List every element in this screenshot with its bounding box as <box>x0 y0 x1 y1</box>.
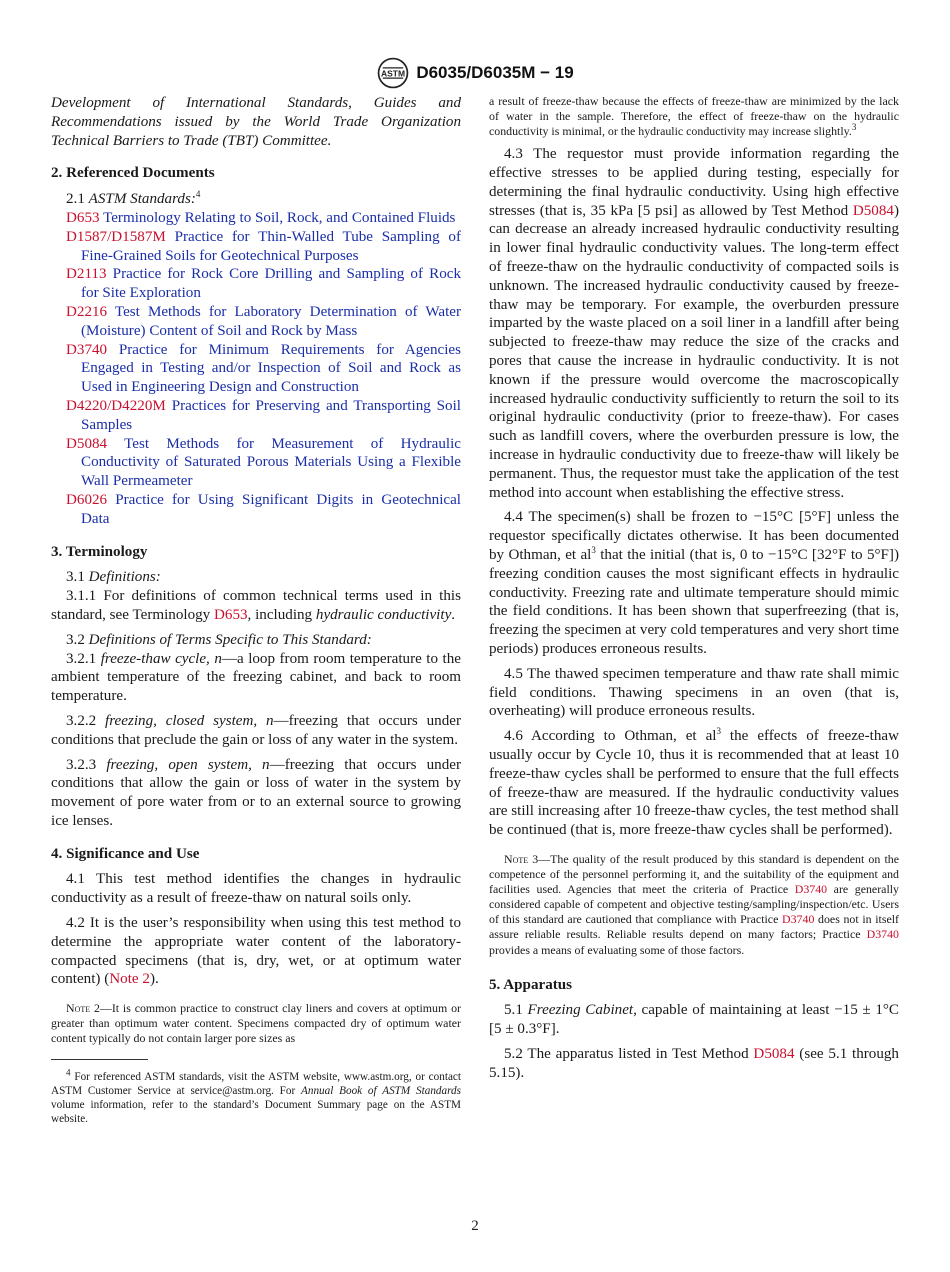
paragraph-4-4: 4.4 The specimen(s) shall be frozen to −15°C [5°F] unless the requestor specifically dictates otherwise. It has been documented by Othman, et $al^3$ that the initial (that is, 0 to −15°C [32°F to 5°F]) freezing condition causes the most significant effects in hydraulic conductivity. Freezing rate and ultimate temperature should mimic the field conditions. It has been shown that superfreezing (that is, freezing the specimen at very cold temperatures and very short time periods) produces erroneous results. <box>489 509 899 657</box>
astm-logo-icon <box>376 56 410 90</box>
ref-item[interactable]: D2216 Test Methods for Laboratory Determination of Water (Moisture) Content of Soil and Rock by Mass <box>66 303 461 339</box>
ref-link-d653[interactable]: D653 <box>214 606 248 623</box>
paragraph-4-5: 4.5 The thawed specimen temperature and thaw rate shall mimic field conditions. Thawing specimens in an oven (that is, overheating) will produce erroneous results. <box>489 665 899 720</box>
note-2: Note 2—It is common practice to construct clay liners and covers at optimum or greater than optimum water content. Specimens compacted dry of optimum water content typically do not contain larger pore sizes as <box>51 1001 461 1046</box>
ref-code-link[interactable]: D6026 <box>66 491 108 508</box>
ref-item[interactable]: D4220/D4220M Practices for Preserving and Transporting Soil Samples <box>66 397 461 433</box>
ref-code-link[interactable]: D4220/D4220M <box>66 397 166 414</box>
paragraph-5-2: 5.2 The apparatus listed in Test Method D5084 (see 5.1 through 5.15). <box>489 1046 899 1081</box>
note-3: Note 3—The quality of the result produced by this standard is dependent on the competence of the personnel performing it, and the suitability of the equipment and facilities used. Agencies that meet the criteria of Practice D3740 are generally considered capable of competent and objective testing/sampling/inspection/etc. Users of this standard are cautioned that compliance with Practice D3740 does not in itself assure reliable results. Reliable results depend on many factors; Practice D3740 provides a means of evaluating some of those factors. <box>489 851 900 957</box>
intro-paragraph: Development of International Standards, Guides and Recommendations issued by the World Trade Organization Technical Barriers to Trade (TBT) Committee. <box>51 95 461 149</box>
right-column <box>489 94 899 1083</box>
paragraph-3-2-3: 3.2.3 freezing, open system, n—freezing that occurs under conditions that allow the gain or loss of water in the system by movement of pore water from or to an external source to growing ice lenses. <box>51 756 462 829</box>
ref-item[interactable]: D3740 Practice for Minimum Requirements for Agencies Engaged in Testing and/or Inspection of Soil and Rock as Used in Engineering Design and Construction <box>66 341 461 396</box>
note-2-continued: a result of freeze-thaw because the effects of freeze-thaw are minimized by the lack of water in the sample. Therefore, the effect of freeze-thaw on the hydraulic conductivity is minimal, or the hydraulic conductivity may increase slightly.$^3$ <box>489 94 899 139</box>
page-header <box>0 56 950 95</box>
paragraph-3-2-1: 3.2.1 freeze-thaw cycle, n—a loop from room temperature to the ambient temperature of the freezing cabinet, and back to room temperature. <box>51 650 461 705</box>
section-4-heading: 4. Significance and Use <box>51 845 200 862</box>
svg-text:ASTM: ASTM <box>381 68 406 79</box>
paragraph-3-2: 3.2 Definitions of Terms Specific to This Standard: <box>66 631 372 648</box>
paragraph-5-1: 5.1 Freezing Cabinet, capable of maintaining at least −15 ± 1°C [5 ± 0.3°F]. <box>489 1002 900 1038</box>
page-number: 2 <box>471 1218 479 1234</box>
ref-code-link[interactable]: D1587/D1587M <box>66 228 166 245</box>
ref-link-d5084[interactable]: D5084 <box>852 202 894 219</box>
footnote-4: $^4$ For referenced ASTM standards, visit the ASTM website, www.astm.org, or contact ASTM Customer Service at service@astm.org. For Annual Book of ASTM Standards volume information, refer to the standard’s Document Summary page on the ASTM website. <box>51 1066 461 1126</box>
ref-link-d3740[interactable]: D3740 <box>782 912 815 927</box>
ref-link-d3740[interactable]: D3740 <box>866 927 899 942</box>
ref-code-link[interactable]: D2216 <box>66 303 108 320</box>
paragraph-3-2-2: 3.2.2 freezing, closed system, n—freezing that occurs under conditions that preclude the gain or loss of any water in the system. <box>51 712 462 748</box>
ref-code-link[interactable]: D5084 <box>66 435 108 452</box>
paragraph-4-6: 4.6 According to Othman, et $al^3$ the effects of freeze-thaw usually occur by Cycle 10, thus it is recommended that at least 10 freeze-thaw cycles shall be performed to ensure that the full effects of freeze-thaw are measured. If the hydraulic conductivity values are still increasing after 10 freeze-thaw cycles, the test method shall be continued (that is, more freeze-thaw cycles shall be performed). <box>489 726 899 839</box>
section-2-heading: 2. Referenced Documents <box>51 165 215 182</box>
ref-item[interactable]: D5084 Test Methods for Measurement of Hydraulic Conductivity of Saturated Porous Materials Using a Flexible Wall Permeameter <box>66 435 461 490</box>
section-5-heading: 5. Apparatus <box>489 976 573 993</box>
document-id: D6035/D6035M − 19 <box>416 63 574 82</box>
ref-code-link[interactable]: D2113 <box>66 266 107 283</box>
paragraph-4-2: 4.2 It is the user’s responsibility when using this test method to determine the appropriate water content of the laboratory-compacted specimens (that is, dry, wet, or at optimum water content) (Note 2). <box>51 915 461 988</box>
ref-code-link[interactable]: D653 <box>66 209 100 226</box>
ref-link-d3740[interactable]: D3740 <box>794 882 828 897</box>
ref-item[interactable]: D6026 Practice for Using Significant Digits in Geotechnical Data <box>66 491 461 527</box>
paragraph-3-1: 3.1 Definitions: <box>66 569 161 586</box>
left-column <box>51 94 461 1127</box>
footnote-divider <box>51 1059 148 1060</box>
note-2-link[interactable]: Note 2 <box>109 971 150 988</box>
ref-item[interactable]: D1587/D1587M Practice for Thin-Walled Tube Sampling of Fine-Grained Soils for Geotechnical Purposes <box>66 228 461 264</box>
section-3-heading: 3. Terminology <box>51 543 148 560</box>
ref-item[interactable]: D2113 Practice for Rock Core Drilling and Sampling of Rock for Site Exploration <box>66 266 461 302</box>
ref-code-link[interactable]: D3740 <box>66 341 108 358</box>
ref-item[interactable]: D653 Terminology Relating to Soil, Rock, and Contained Fluids <box>66 209 456 226</box>
paragraph-4-3: 4.3 The requestor must provide information regarding the effective stresses to be applied during testing, especially for determining the final hydraulic conductivity. Using high effective stresses (that is, 35 kPa [5 psi] as allowed by Test Method D5084) can decrease an already increased hydraulic conductivity resulting in lower final hydraulic conductivity values. The long-term effect of freeze-thaw on the hydraulic conductivity of compacted soils is unknown. The increased hydraulic conductivity caused by freeze-thaw may be temporary. For example, the overburden pressure imparted by the waste placed on a soil liner in a landfill after being subjected to freeze-thaw may reduce the size of the cracks and pores that cause the increase in hydraulic conductivity. It is not known if the pressure would overcome the macroscopically increased hydraulic conductivity sufficiently to return the soil to its original hydraulic conductivity (prior to freeze-thaw). For cases such as landfill covers, where the overburden pressure is low, the increase in hydraulic conductivity due to freeze-thaw will likely be permanent. Thus, the requestor must take the application of the test method into account when establishing the effective stress. <box>489 146 899 501</box>
ref-link-d5084[interactable]: D5084 <box>753 1046 795 1063</box>
paragraph-4-1: 4.1 This test method identifies the changes in hydraulic conductivity as a result of freeze-thaw on natural soils only. <box>51 871 461 907</box>
paragraph-2-1: 2.1 ASTM Standards:$^4$ <box>66 189 201 208</box>
paragraph-3-1-1: 3.1.1 For definitions of common technical terms used in this standard, see Terminology D653, including hydraulic conductivity. <box>51 588 461 623</box>
